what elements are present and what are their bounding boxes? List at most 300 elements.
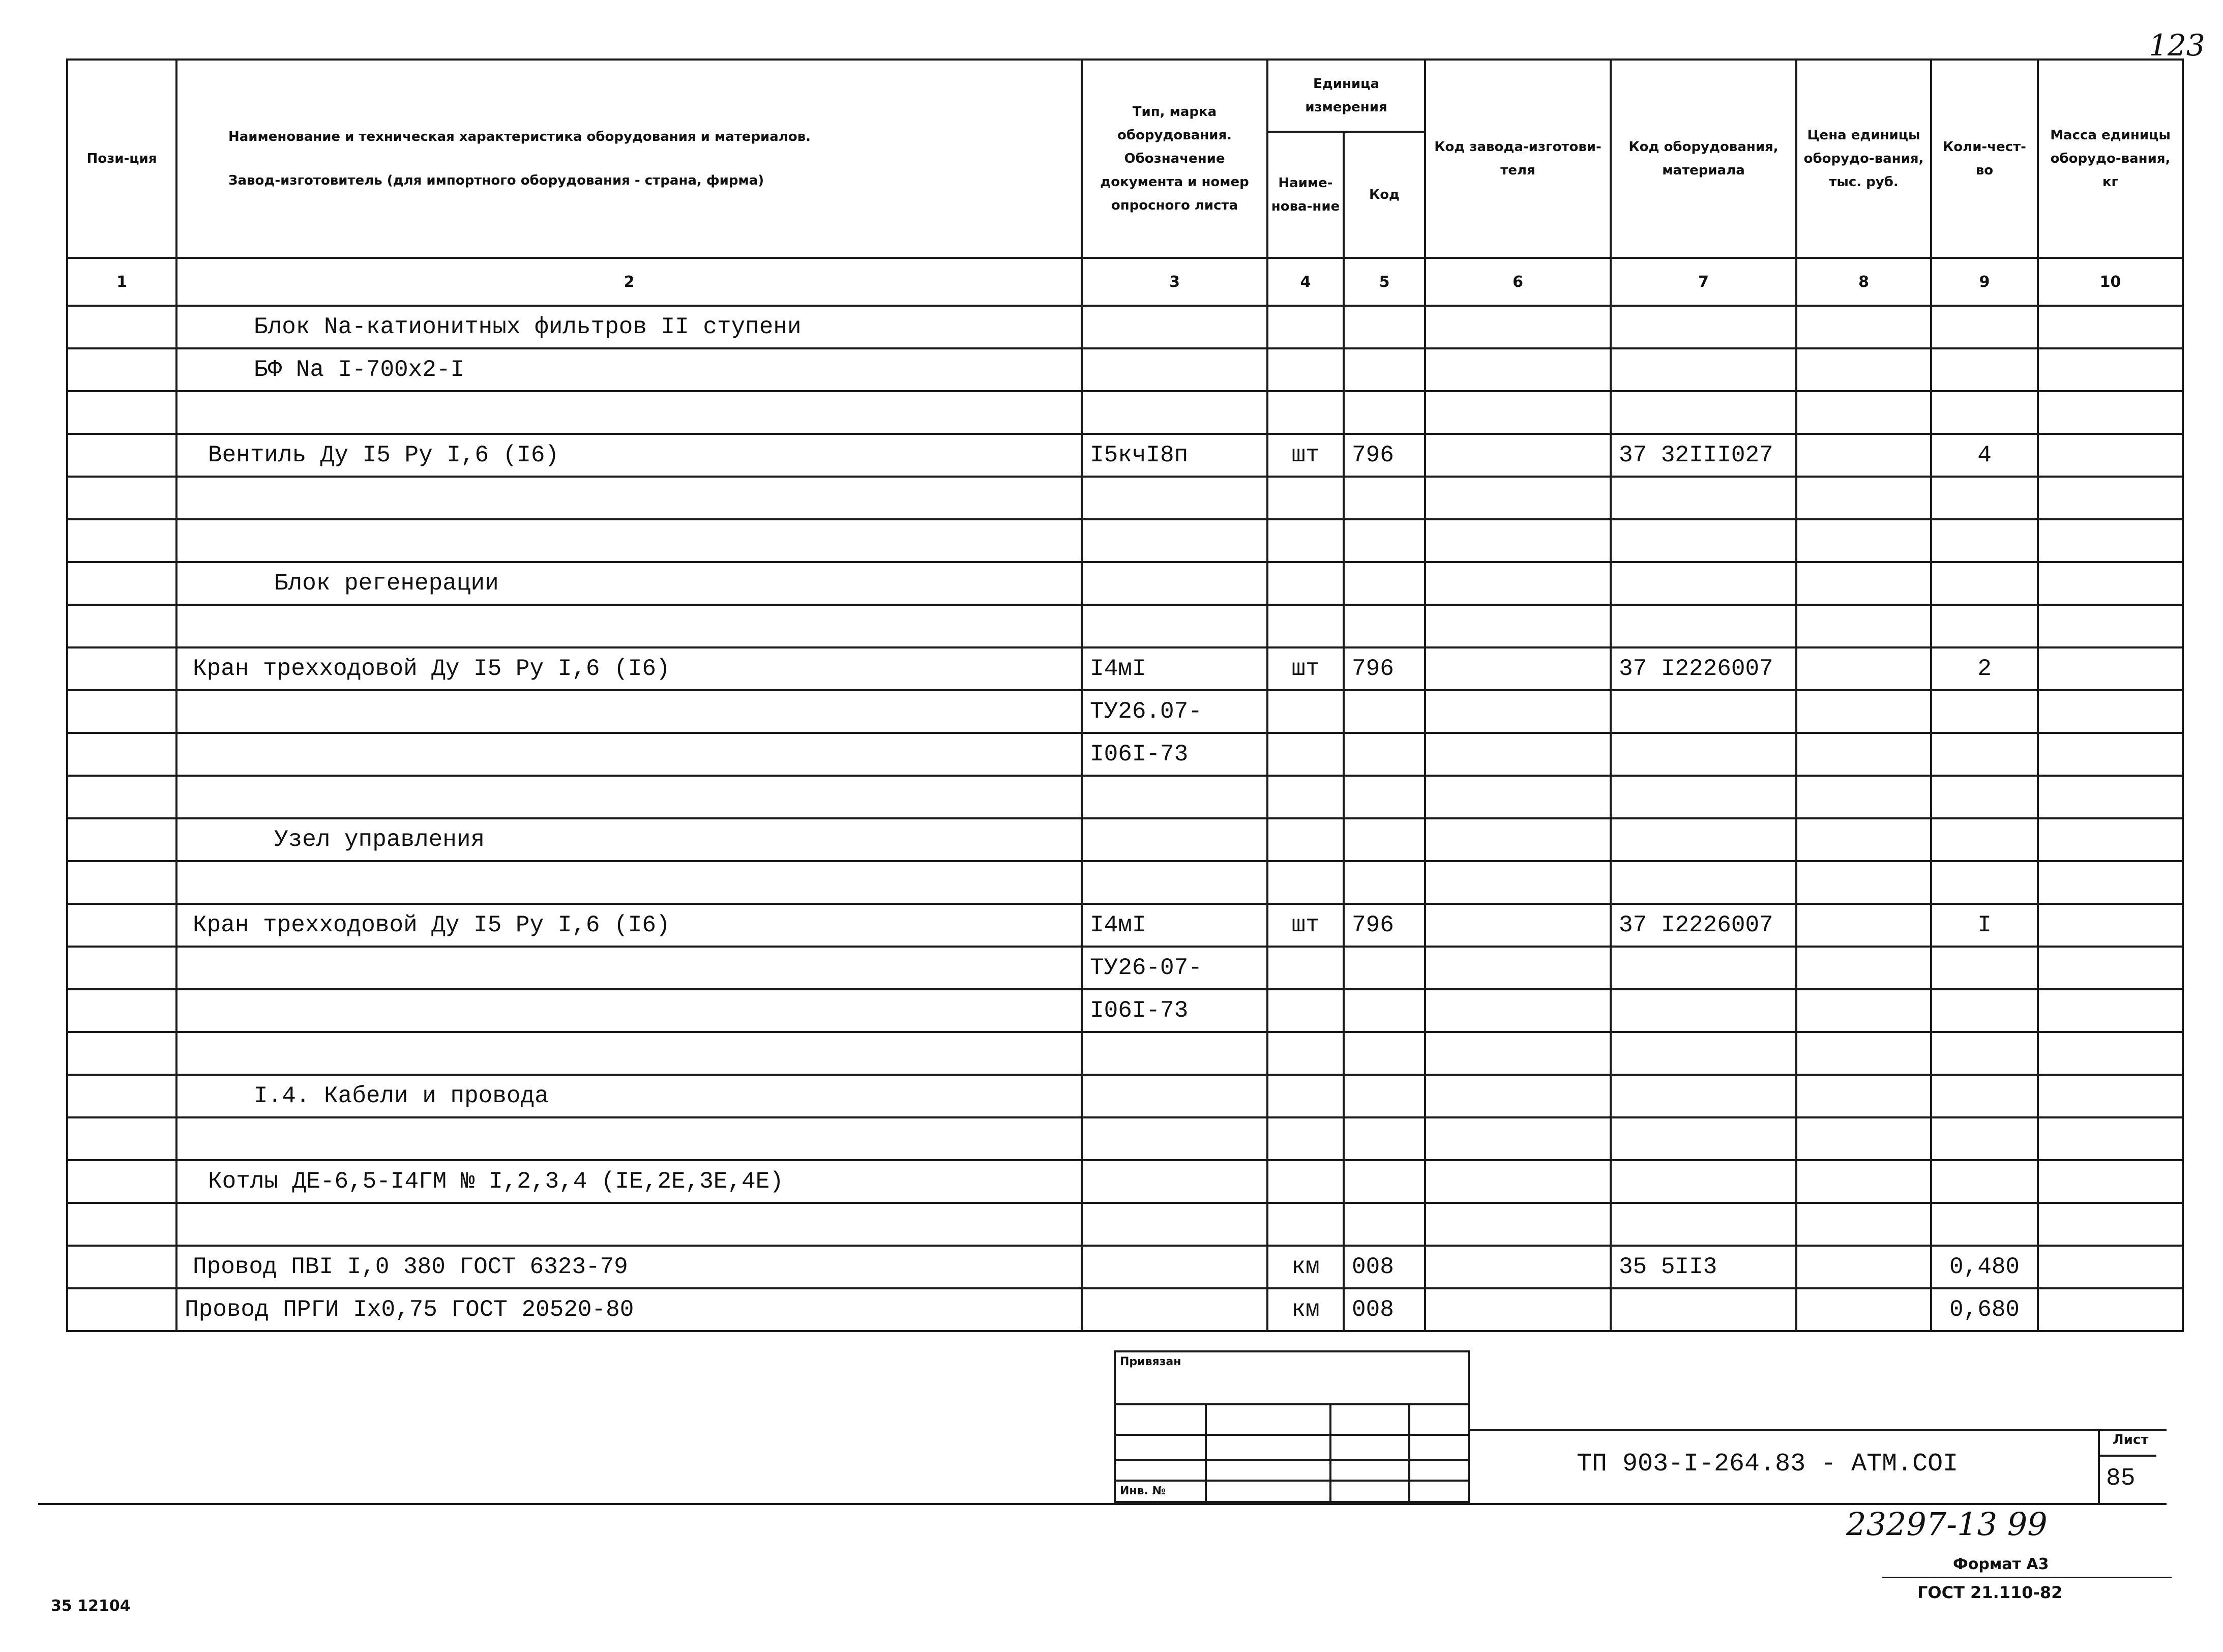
cell-name	[176, 861, 1082, 904]
cell-qty	[1931, 1032, 2038, 1075]
cell-pos	[67, 690, 176, 733]
stamp-line	[1116, 1403, 1468, 1405]
col-num: 7	[1611, 258, 1796, 306]
cell-qty	[1931, 605, 2038, 647]
cell-code	[1344, 306, 1425, 348]
sheet-box	[2098, 1429, 2158, 1503]
cell-pos	[67, 904, 176, 947]
cell-mass	[2038, 519, 2183, 562]
cell-code	[1344, 1117, 1425, 1160]
cell-pos	[67, 605, 176, 647]
cell-name	[176, 947, 1082, 989]
cell-factory	[1425, 391, 1611, 434]
cell-name	[176, 1117, 1082, 1160]
cell-qty: I	[1931, 904, 2038, 947]
cell-code	[1344, 1203, 1425, 1246]
cell-code	[1344, 989, 1425, 1032]
cell-qty: 2	[1931, 647, 2038, 690]
cell-equip	[1611, 861, 1796, 904]
corner-page-number: 123	[2149, 28, 2205, 63]
cell-unit	[1267, 519, 1344, 562]
cell-price	[1796, 434, 1931, 477]
cell-unit	[1267, 1160, 1344, 1203]
cell-price	[1796, 647, 1931, 690]
cell-factory	[1425, 989, 1611, 1032]
table-row	[67, 391, 2183, 434]
cell-unit	[1267, 391, 1344, 434]
cell-factory	[1425, 776, 1611, 818]
cell-pos	[67, 477, 176, 519]
cell-pos	[67, 1246, 176, 1288]
cell-name	[176, 391, 1082, 434]
cell-unit	[1267, 605, 1344, 647]
cell-mass	[2038, 818, 2183, 861]
cell-equip	[1611, 818, 1796, 861]
cell-code	[1344, 690, 1425, 733]
header-mass: Масса единицы оборудо-вания, кг	[2038, 60, 2183, 258]
cell-unit	[1267, 1032, 1344, 1075]
stamp-top-label: Привязан	[1120, 1355, 1181, 1368]
cell-code: 008	[1344, 1246, 1425, 1288]
cell-name	[176, 1203, 1082, 1246]
cell-factory	[1425, 562, 1611, 605]
table-row	[67, 605, 2183, 647]
cell-code	[1344, 562, 1425, 605]
cell-type	[1082, 1288, 1267, 1331]
cell-name: I.4. Кабели и провода	[176, 1075, 1082, 1117]
cell-qty	[1931, 818, 2038, 861]
cell-type: I06I-73	[1082, 733, 1267, 776]
cell-type	[1082, 562, 1267, 605]
specification-table	[66, 58, 2184, 1332]
cell-code: 008	[1344, 1288, 1425, 1331]
cell-type	[1082, 1075, 1267, 1117]
cell-price	[1796, 519, 1931, 562]
cell-pos	[67, 947, 176, 989]
cell-qty	[1931, 1203, 2038, 1246]
cell-name: БФ Na I-700х2-I	[176, 348, 1082, 391]
cell-unit	[1267, 348, 1344, 391]
table-row	[67, 1160, 2183, 1203]
cell-type	[1082, 1160, 1267, 1203]
cell-type	[1082, 1246, 1267, 1288]
cell-equip	[1611, 1117, 1796, 1160]
header-unit-code: Код	[1344, 132, 1425, 258]
cell-price	[1796, 391, 1931, 434]
cell-qty: 4	[1931, 434, 2038, 477]
cell-type	[1082, 1117, 1267, 1160]
cell-qty	[1931, 733, 2038, 776]
table-row	[67, 989, 2183, 1032]
cell-factory	[1425, 904, 1611, 947]
cell-code	[1344, 947, 1425, 989]
cell-unit	[1267, 306, 1344, 348]
cell-equip	[1611, 989, 1796, 1032]
cell-mass	[2038, 861, 2183, 904]
cell-pos	[67, 1203, 176, 1246]
cell-mass	[2038, 1032, 2183, 1075]
cell-name: Кран трехходовой Ду I5 Ру I,6 (I6)	[176, 904, 1082, 947]
cell-type	[1082, 1203, 1267, 1246]
table-row	[67, 434, 2183, 477]
cell-unit: км	[1267, 1288, 1344, 1331]
cell-mass	[2038, 434, 2183, 477]
cell-pos	[67, 348, 176, 391]
cell-price	[1796, 1075, 1931, 1117]
cell-unit	[1267, 947, 1344, 989]
cell-equip: 37 32III027	[1611, 434, 1796, 477]
table-row	[67, 306, 2183, 348]
table-row	[67, 1032, 2183, 1075]
cell-unit	[1267, 861, 1344, 904]
cell-mass	[2038, 306, 2183, 348]
cell-equip	[1611, 562, 1796, 605]
cell-mass	[2038, 1246, 2183, 1288]
cell-mass	[2038, 690, 2183, 733]
header-equipment-code: Код оборудования, материала	[1611, 60, 1796, 258]
cell-price	[1796, 733, 1931, 776]
cell-type	[1082, 861, 1267, 904]
cell-pos	[67, 989, 176, 1032]
cell-qty	[1931, 776, 2038, 818]
cell-pos	[67, 1160, 176, 1203]
cell-equip	[1611, 605, 1796, 647]
cell-code: 796	[1344, 904, 1425, 947]
cell-equip	[1611, 1203, 1796, 1246]
cell-code: 796	[1344, 434, 1425, 477]
cell-pos	[67, 647, 176, 690]
cell-qty	[1931, 391, 2038, 434]
cell-qty: 0,480	[1931, 1246, 2038, 1288]
cell-pos	[67, 562, 176, 605]
cell-type: I4мI	[1082, 904, 1267, 947]
cell-unit	[1267, 1203, 1344, 1246]
cell-price	[1796, 1032, 1931, 1075]
cell-equip	[1611, 1288, 1796, 1331]
col-num: 9	[1931, 258, 2038, 306]
cell-pos	[67, 733, 176, 776]
cell-mass	[2038, 391, 2183, 434]
table-row	[67, 477, 2183, 519]
gost-label: ГОСТ 21.110-82	[1917, 1583, 2063, 1602]
cell-factory	[1425, 1203, 1611, 1246]
cell-qty	[1931, 690, 2038, 733]
cell-price	[1796, 1160, 1931, 1203]
cell-qty	[1931, 989, 2038, 1032]
table-row	[67, 519, 2183, 562]
cell-unit: шт	[1267, 647, 1344, 690]
cell-factory	[1425, 348, 1611, 391]
cell-equip	[1611, 1075, 1796, 1117]
cell-price	[1796, 989, 1931, 1032]
stamp-line	[1329, 1403, 1331, 1501]
table-row	[67, 562, 2183, 605]
cell-price	[1796, 605, 1931, 647]
header-factory-code: Код завода-изготови-теля	[1425, 60, 1611, 258]
cell-price	[1796, 861, 1931, 904]
cell-unit	[1267, 818, 1344, 861]
col-num: 2	[176, 258, 1082, 306]
table-row	[67, 690, 2183, 733]
table-row	[67, 1117, 2183, 1160]
cell-mass	[2038, 1288, 2183, 1331]
cell-qty	[1931, 348, 2038, 391]
cell-factory	[1425, 306, 1611, 348]
cell-unit	[1267, 477, 1344, 519]
cell-qty: 0,680	[1931, 1288, 2038, 1331]
col-num: 5	[1344, 258, 1425, 306]
cell-type	[1082, 391, 1267, 434]
cell-mass	[2038, 562, 2183, 605]
table-row	[67, 947, 2183, 989]
cell-mass	[2038, 605, 2183, 647]
cell-name	[176, 605, 1082, 647]
cell-price	[1796, 306, 1931, 348]
cell-qty	[1931, 1160, 2038, 1203]
header-row	[67, 60, 2183, 132]
cell-price	[1796, 348, 1931, 391]
cell-factory	[1425, 947, 1611, 989]
cell-code	[1344, 1075, 1425, 1117]
cell-pos	[67, 434, 176, 477]
stamp-line	[1116, 1434, 1468, 1436]
cell-type: I4мI	[1082, 647, 1267, 690]
cell-mass	[2038, 733, 2183, 776]
cell-unit: шт	[1267, 434, 1344, 477]
cell-equip	[1611, 348, 1796, 391]
header-name	[176, 60, 1082, 258]
cell-type	[1082, 477, 1267, 519]
cell-name: Блок Na-катионитных фильтров II ступени	[176, 306, 1082, 348]
cell-price	[1796, 947, 1931, 989]
cell-mass	[2038, 1160, 2183, 1203]
cell-mass	[2038, 1117, 2183, 1160]
cell-code	[1344, 391, 1425, 434]
cell-name	[176, 776, 1082, 818]
cell-unit: шт	[1267, 904, 1344, 947]
cell-name: Вентиль Ду I5 Ру I,6 (I6)	[176, 434, 1082, 477]
cell-factory	[1425, 647, 1611, 690]
cell-unit	[1267, 989, 1344, 1032]
cell-type: ТУ26.07-	[1082, 690, 1267, 733]
approval-stamp	[1114, 1350, 1470, 1503]
header-price: Цена единицы оборудо-вания, тыс. руб.	[1796, 60, 1931, 258]
cell-code	[1344, 477, 1425, 519]
cell-qty	[1931, 562, 2038, 605]
cell-mass	[2038, 477, 2183, 519]
cell-type	[1082, 1032, 1267, 1075]
cell-name	[176, 733, 1082, 776]
stamp-line	[1408, 1403, 1410, 1501]
cell-mass	[2038, 904, 2183, 947]
document-title-block	[1470, 1429, 2167, 1503]
cell-unit	[1267, 733, 1344, 776]
cell-factory	[1425, 1117, 1611, 1160]
cell-factory	[1425, 477, 1611, 519]
cell-type	[1082, 519, 1267, 562]
cell-type	[1082, 605, 1267, 647]
cell-mass	[2038, 776, 2183, 818]
column-number-row	[67, 258, 2183, 306]
table-row	[67, 861, 2183, 904]
table-row	[67, 348, 2183, 391]
table-row	[67, 776, 2183, 818]
cell-pos	[67, 519, 176, 562]
cell-type	[1082, 348, 1267, 391]
cell-qty	[1931, 861, 2038, 904]
table-row	[67, 1288, 2183, 1331]
cell-pos	[67, 1288, 176, 1331]
cell-equip: 37 I2226007	[1611, 647, 1796, 690]
footer-line	[1882, 1577, 2172, 1578]
cell-equip	[1611, 519, 1796, 562]
cell-mass	[2038, 947, 2183, 989]
table-row	[67, 647, 2183, 690]
cell-unit	[1267, 562, 1344, 605]
cell-price	[1796, 818, 1931, 861]
cell-name	[176, 519, 1082, 562]
cell-qty	[1931, 1075, 2038, 1117]
format-label: Формат А3	[1953, 1555, 2049, 1573]
col-num: 8	[1796, 258, 1931, 306]
header-name-line2: Завод-изготовитель (для импортного оборудования - страна, фирма)	[228, 173, 764, 188]
cell-code: 796	[1344, 647, 1425, 690]
table-row	[67, 1246, 2183, 1288]
col-num: 3	[1082, 258, 1267, 306]
cell-factory	[1425, 1075, 1611, 1117]
cell-price	[1796, 1203, 1931, 1246]
cell-factory	[1425, 690, 1611, 733]
cell-unit: км	[1267, 1246, 1344, 1288]
table-row	[67, 1203, 2183, 1246]
cell-equip	[1611, 733, 1796, 776]
table-body	[67, 306, 2183, 1331]
cell-code	[1344, 519, 1425, 562]
cell-price	[1796, 1288, 1931, 1331]
header-quantity: Коли-чест-во	[1931, 60, 2038, 258]
cell-equip	[1611, 776, 1796, 818]
cell-name: Провод ПВI I,0 380 ГОСТ 6323-79	[176, 1246, 1082, 1288]
cell-factory	[1425, 1288, 1611, 1331]
cell-code	[1344, 1032, 1425, 1075]
cell-price	[1796, 904, 1931, 947]
cell-mass	[2038, 1203, 2183, 1246]
cell-mass	[2038, 989, 2183, 1032]
cell-name: Провод ПРГИ Iх0,75 ГОСТ 20520-80	[176, 1288, 1082, 1331]
cell-factory	[1425, 434, 1611, 477]
cell-equip	[1611, 477, 1796, 519]
cell-equip: 37 I2226007	[1611, 904, 1796, 947]
cell-name	[176, 690, 1082, 733]
cell-pos	[67, 391, 176, 434]
cell-pos	[67, 818, 176, 861]
sheet-number: 85	[2106, 1465, 2136, 1492]
cell-pos	[67, 861, 176, 904]
cell-mass	[2038, 1075, 2183, 1117]
cell-pos	[67, 306, 176, 348]
header-unit-name: Наиме-нова-ние	[1267, 132, 1344, 258]
cell-code	[1344, 776, 1425, 818]
handwritten-registration-number: 23297-13 99	[1846, 1506, 2048, 1543]
sheet-bottom-line	[38, 1503, 2167, 1505]
cell-factory	[1425, 519, 1611, 562]
cell-unit	[1267, 1075, 1344, 1117]
cell-name: Котлы ДЕ-6,5-I4ГМ № I,2,3,4 (IЕ,2Е,3Е,4Е)	[176, 1160, 1082, 1203]
cell-price	[1796, 776, 1931, 818]
cell-qty	[1931, 1117, 2038, 1160]
cell-name	[176, 1032, 1082, 1075]
cell-pos	[67, 1075, 176, 1117]
header-type: Тип, марка оборудования. Обозначение документа и номер опросного листа	[1082, 60, 1267, 258]
cell-price	[1796, 562, 1931, 605]
cell-code	[1344, 605, 1425, 647]
document-number: ТП 903-I-264.83 - АТМ.СОI	[1577, 1450, 1959, 1479]
cell-type: I5кчI8п	[1082, 434, 1267, 477]
cell-equip: 35 5II3	[1611, 1246, 1796, 1288]
cell-code	[1344, 818, 1425, 861]
cell-price	[1796, 1246, 1931, 1288]
cell-equip	[1611, 391, 1796, 434]
cell-factory	[1425, 1160, 1611, 1203]
cell-code	[1344, 1160, 1425, 1203]
table-row	[67, 818, 2183, 861]
cell-unit	[1267, 690, 1344, 733]
cell-mass	[2038, 348, 2183, 391]
cell-factory	[1425, 861, 1611, 904]
cell-equip	[1611, 306, 1796, 348]
cell-name	[176, 477, 1082, 519]
cell-qty	[1931, 519, 2038, 562]
cell-factory	[1425, 1032, 1611, 1075]
print-code: 35 12104	[51, 1597, 131, 1615]
cell-pos	[67, 1032, 176, 1075]
table-row	[67, 1075, 2183, 1117]
cell-price	[1796, 477, 1931, 519]
cell-pos	[67, 1117, 176, 1160]
cell-type: I06I-73	[1082, 989, 1267, 1032]
cell-price	[1796, 690, 1931, 733]
cell-unit	[1267, 1117, 1344, 1160]
table-row	[67, 733, 2183, 776]
cell-name	[176, 989, 1082, 1032]
stamp-line	[1205, 1403, 1207, 1501]
cell-name: Блок регенерации	[176, 562, 1082, 605]
header-position: Пози-ция	[67, 60, 176, 258]
cell-name: Узел управления	[176, 818, 1082, 861]
col-num: 6	[1425, 258, 1611, 306]
stamp-line	[1116, 1480, 1468, 1482]
sheet-label: Лист	[2113, 1432, 2149, 1448]
header-name-line1: Наименование и техническая характеристика оборудования и материалов.	[228, 129, 811, 144]
stamp-bottom-label: Инв. №	[1120, 1485, 1166, 1497]
cell-factory	[1425, 605, 1611, 647]
cell-qty	[1931, 306, 2038, 348]
cell-qty	[1931, 477, 2038, 519]
cell-code	[1344, 733, 1425, 776]
cell-unit	[1267, 776, 1344, 818]
cell-factory	[1425, 818, 1611, 861]
cell-equip	[1611, 1032, 1796, 1075]
cell-equip	[1611, 947, 1796, 989]
cell-equip	[1611, 690, 1796, 733]
header-unit: Единица измерения	[1267, 60, 1425, 132]
cell-type	[1082, 776, 1267, 818]
col-num: 4	[1267, 258, 1344, 306]
col-num: 1	[67, 258, 176, 306]
cell-type: ТУ26-07-	[1082, 947, 1267, 989]
cell-pos	[67, 776, 176, 818]
cell-factory	[1425, 1246, 1611, 1288]
